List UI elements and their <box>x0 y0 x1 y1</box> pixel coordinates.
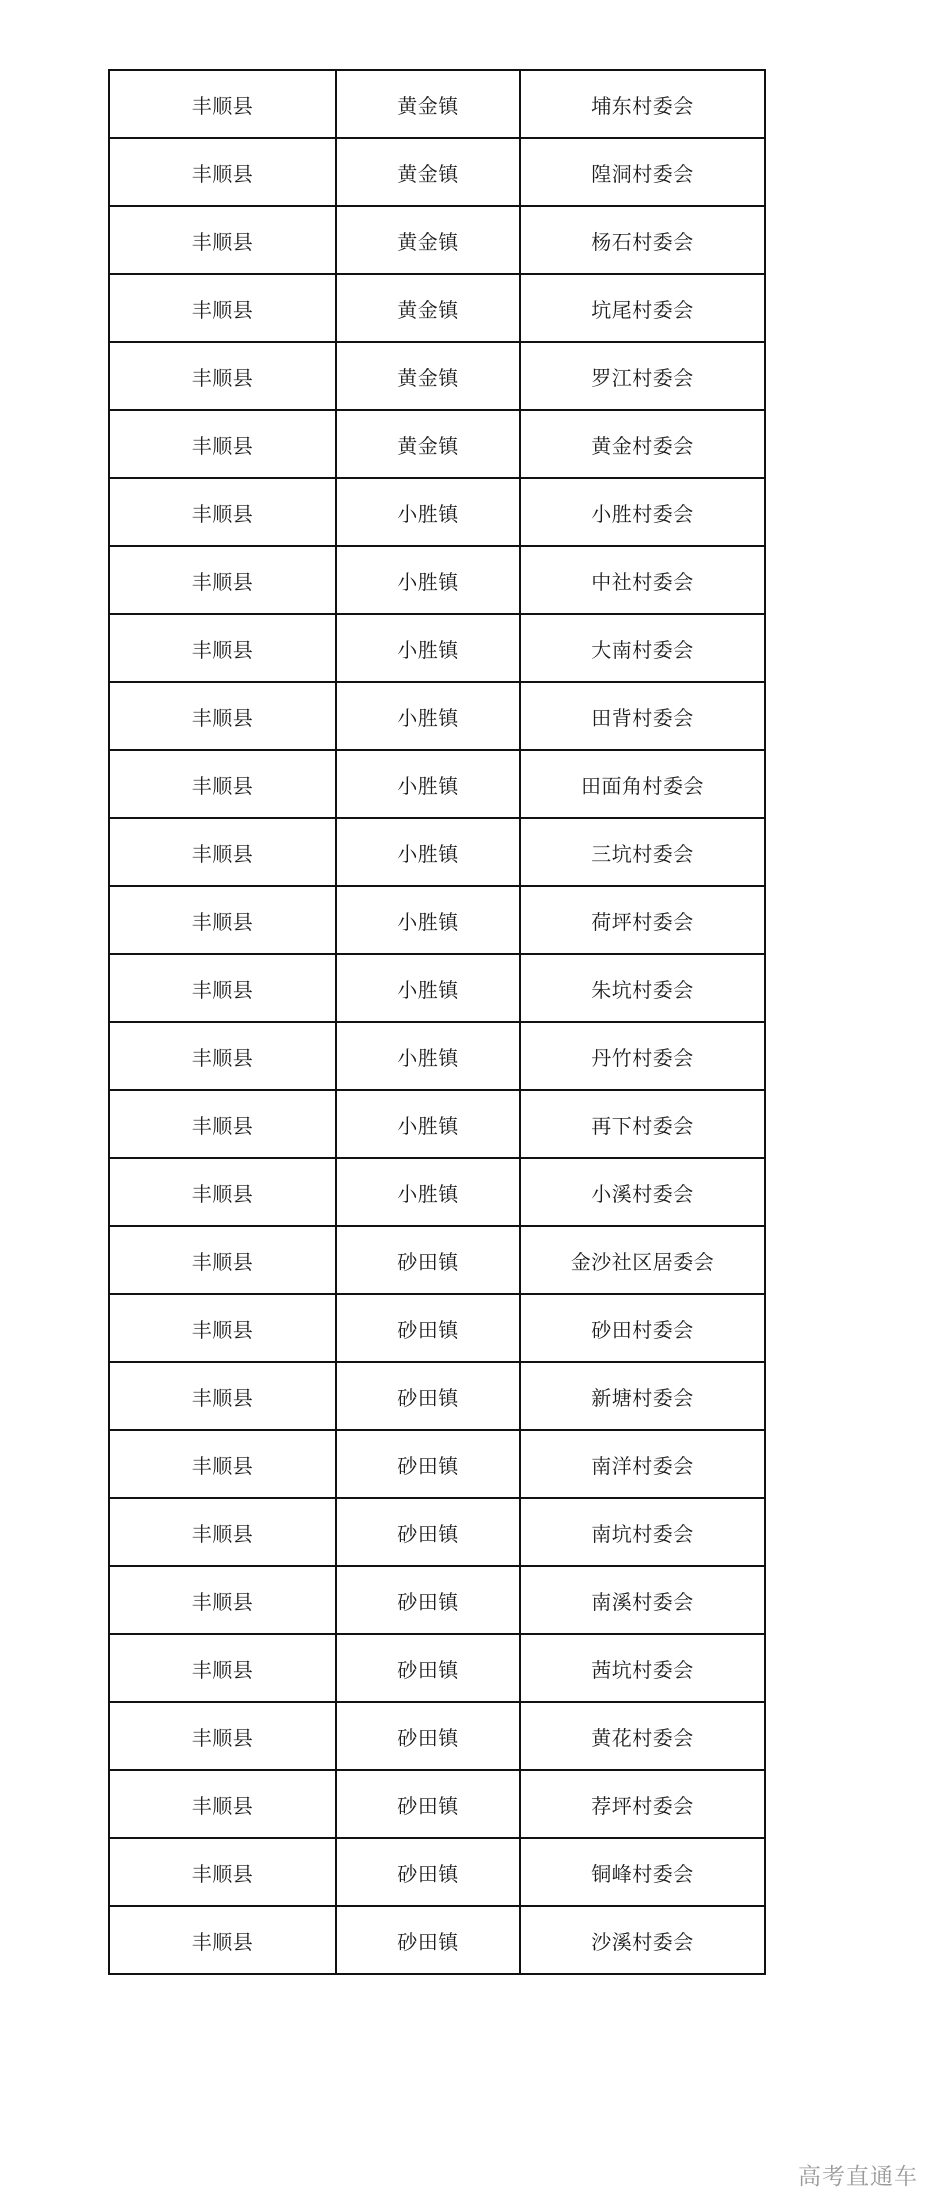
committee-cell: 砂田村委会 <box>520 1294 765 1362</box>
table-row <box>109 954 765 1022</box>
county-cell: 丰顺县 <box>109 1226 336 1294</box>
table-row <box>109 546 765 614</box>
table-row <box>109 750 765 818</box>
county-cell: 丰顺县 <box>109 614 336 682</box>
town-cell: 砂田镇 <box>336 1294 520 1362</box>
table-row <box>109 1430 765 1498</box>
committee-cell: 铜峰村委会 <box>520 1838 765 1906</box>
county-cell: 丰顺县 <box>109 750 336 818</box>
table-row <box>109 138 765 206</box>
county-cell: 丰顺县 <box>109 138 336 206</box>
county-cell: 丰顺县 <box>109 1906 336 1974</box>
town-cell: 小胜镇 <box>336 478 520 546</box>
committee-cell: 荐坪村委会 <box>520 1770 765 1838</box>
county-cell: 丰顺县 <box>109 1566 336 1634</box>
watermark-text: 高考直通车 <box>798 2164 918 2190</box>
county-cell: 丰顺县 <box>109 954 336 1022</box>
committee-cell: 黄花村委会 <box>520 1702 765 1770</box>
committee-cell: 坑尾村委会 <box>520 274 765 342</box>
table-row <box>109 1906 765 1974</box>
town-cell: 小胜镇 <box>336 1158 520 1226</box>
table-row <box>109 70 765 138</box>
table-row <box>109 1090 765 1158</box>
committee-cell: 隍洞村委会 <box>520 138 765 206</box>
county-cell: 丰顺县 <box>109 546 336 614</box>
table-row <box>109 1634 765 1702</box>
table-row <box>109 614 765 682</box>
county-cell: 丰顺县 <box>109 1294 336 1362</box>
table-row <box>109 1158 765 1226</box>
table-row <box>109 1770 765 1838</box>
county-cell: 丰顺县 <box>109 70 336 138</box>
committee-cell: 沙溪村委会 <box>520 1906 765 1974</box>
county-cell: 丰顺县 <box>109 410 336 478</box>
table-row <box>109 1498 765 1566</box>
committee-cell: 罗江村委会 <box>520 342 765 410</box>
table-row <box>109 206 765 274</box>
town-cell: 黄金镇 <box>336 206 520 274</box>
county-cell: 丰顺县 <box>109 274 336 342</box>
table-row <box>109 410 765 478</box>
committee-cell: 金沙社区居委会 <box>520 1226 765 1294</box>
county-cell: 丰顺县 <box>109 682 336 750</box>
committee-cell: 大南村委会 <box>520 614 765 682</box>
table-row <box>109 478 765 546</box>
town-cell: 黄金镇 <box>336 274 520 342</box>
town-cell: 小胜镇 <box>336 1022 520 1090</box>
county-cell: 丰顺县 <box>109 1090 336 1158</box>
table-row <box>109 1702 765 1770</box>
town-cell: 砂田镇 <box>336 1906 520 1974</box>
committee-cell: 田面角村委会 <box>520 750 765 818</box>
town-cell: 砂田镇 <box>336 1226 520 1294</box>
committee-cell: 南溪村委会 <box>520 1566 765 1634</box>
committee-cell: 荷坪村委会 <box>520 886 765 954</box>
table-row <box>109 1022 765 1090</box>
county-cell: 丰顺县 <box>109 1770 336 1838</box>
county-cell: 丰顺县 <box>109 206 336 274</box>
table-row <box>109 1838 765 1906</box>
committee-cell: 南坑村委会 <box>520 1498 765 1566</box>
table-row <box>109 1566 765 1634</box>
town-cell: 砂田镇 <box>336 1770 520 1838</box>
table-row <box>109 342 765 410</box>
town-cell: 砂田镇 <box>336 1566 520 1634</box>
committee-cell: 黄金村委会 <box>520 410 765 478</box>
committee-cell: 茜坑村委会 <box>520 1634 765 1702</box>
committee-cell: 丹竹村委会 <box>520 1022 765 1090</box>
committee-cell: 中社村委会 <box>520 546 765 614</box>
committee-cell: 南洋村委会 <box>520 1430 765 1498</box>
county-cell: 丰顺县 <box>109 1838 336 1906</box>
county-cell: 丰顺县 <box>109 1158 336 1226</box>
county-cell: 丰顺县 <box>109 342 336 410</box>
town-cell: 砂田镇 <box>336 1838 520 1906</box>
table-row <box>109 1294 765 1362</box>
committee-cell: 新塘村委会 <box>520 1362 765 1430</box>
town-cell: 黄金镇 <box>336 70 520 138</box>
committee-cell: 杨石村委会 <box>520 206 765 274</box>
table-row <box>109 1226 765 1294</box>
county-cell: 丰顺县 <box>109 1634 336 1702</box>
county-cell: 丰顺县 <box>109 1702 336 1770</box>
committee-cell: 朱坑村委会 <box>520 954 765 1022</box>
committee-cell: 埔东村委会 <box>520 70 765 138</box>
county-cell: 丰顺县 <box>109 1430 336 1498</box>
town-cell: 黄金镇 <box>336 410 520 478</box>
town-cell: 小胜镇 <box>336 954 520 1022</box>
town-cell: 小胜镇 <box>336 886 520 954</box>
town-cell: 小胜镇 <box>336 1090 520 1158</box>
town-cell: 砂田镇 <box>336 1362 520 1430</box>
county-cell: 丰顺县 <box>109 886 336 954</box>
committee-cell: 小溪村委会 <box>520 1158 765 1226</box>
town-cell: 小胜镇 <box>336 614 520 682</box>
table-row <box>109 886 765 954</box>
table-row <box>109 682 765 750</box>
county-cell: 丰顺县 <box>109 1498 336 1566</box>
committee-cell: 三坑村委会 <box>520 818 765 886</box>
town-cell: 黄金镇 <box>336 342 520 410</box>
town-cell: 小胜镇 <box>336 818 520 886</box>
village-committee-table <box>108 69 766 1975</box>
table-row <box>109 818 765 886</box>
town-cell: 小胜镇 <box>336 750 520 818</box>
town-cell: 砂田镇 <box>336 1634 520 1702</box>
town-cell: 砂田镇 <box>336 1702 520 1770</box>
table-body <box>109 70 765 1974</box>
county-cell: 丰顺县 <box>109 818 336 886</box>
county-cell: 丰顺县 <box>109 1022 336 1090</box>
committee-cell: 小胜村委会 <box>520 478 765 546</box>
committee-cell: 田背村委会 <box>520 682 765 750</box>
town-cell: 小胜镇 <box>336 546 520 614</box>
town-cell: 黄金镇 <box>336 138 520 206</box>
town-cell: 砂田镇 <box>336 1430 520 1498</box>
town-cell: 砂田镇 <box>336 1498 520 1566</box>
table-row <box>109 274 765 342</box>
town-cell: 小胜镇 <box>336 682 520 750</box>
committee-cell: 再下村委会 <box>520 1090 765 1158</box>
table-row <box>109 1362 765 1430</box>
county-cell: 丰顺县 <box>109 1362 336 1430</box>
county-cell: 丰顺县 <box>109 478 336 546</box>
